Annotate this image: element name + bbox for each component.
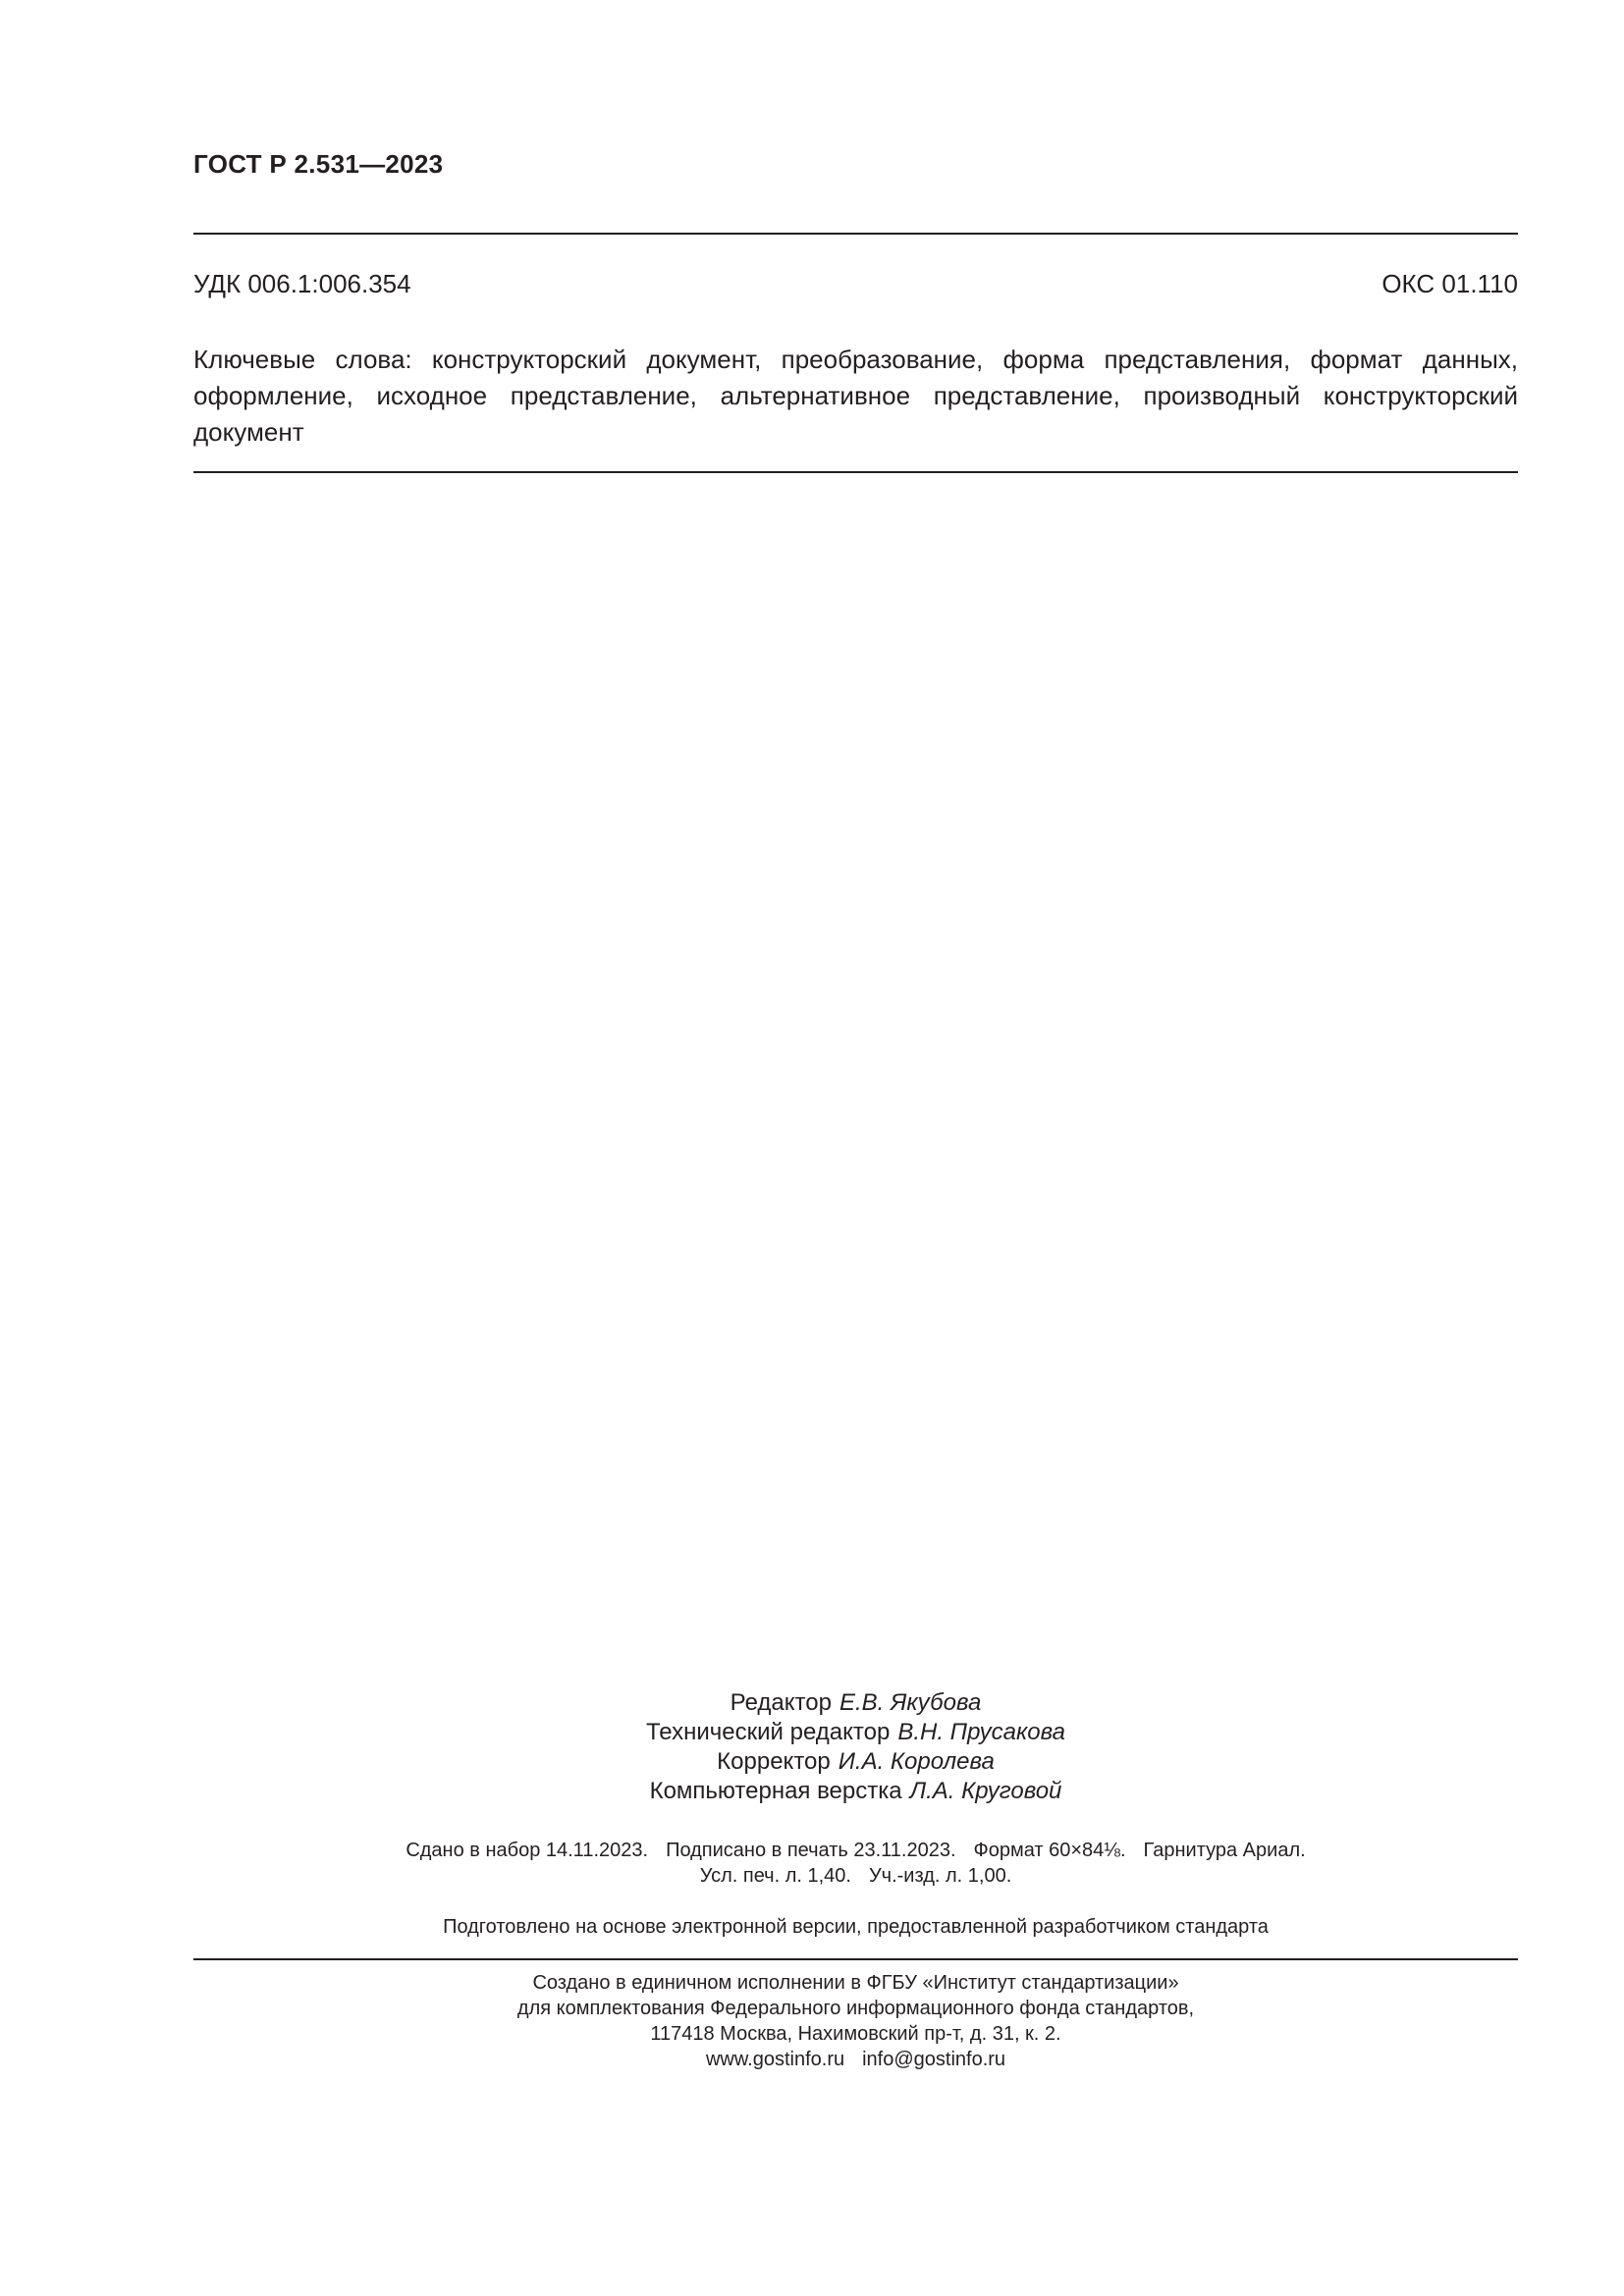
credit-person: Л.А. Круговой — [909, 1778, 1062, 1804]
standard-designation: ГОСТ Р 2.531—2023 — [193, 149, 444, 179]
footer-divider — [193, 1958, 1518, 1960]
print-info-submitted: Сдано в набор 14.11.2023. — [406, 1840, 649, 1861]
credit-line-editor — [193, 1688, 1518, 1718]
credit-role: Технический редактор — [645, 1719, 891, 1745]
print-info-signed: Подписано в печать 23.11.2023. — [666, 1840, 956, 1861]
print-info-line-1 — [193, 1838, 1518, 1863]
credit-line-proofreader — [193, 1747, 1518, 1777]
keywords-paragraph: Ключевые слова: конструкторский документ, преобразование, форма представления, формат данных, оформление, исходное представление, альтернативное представление, производный конструкторский документ — [193, 345, 1518, 447]
publisher-line-2: для комплектования Федерального информационного фонда стандартов, — [516, 1998, 1195, 2019]
credit-role: Корректор — [717, 1748, 831, 1775]
website-link[interactable]: www.gostinfo.ru — [705, 2049, 845, 2070]
prepared-note: Подготовлено на основе электронной версии, предоставленной разработчиком стандарта — [443, 1916, 1269, 1938]
credit-person: Е.В. Якубова — [839, 1689, 982, 1716]
credits-block — [193, 1688, 1518, 1806]
print-info-print-sheets: Усл. печ. л. 1,40. — [699, 1865, 851, 1887]
print-info-format: Формат 60×84⅛. — [973, 1840, 1126, 1861]
print-info-block — [193, 1838, 1518, 1889]
udk-code: УДК 006.1:006.354 — [193, 269, 411, 298]
publisher-address: 117418 Москва, Нахимовский пр-т, д. 31, к. 2. — [650, 2023, 1061, 2045]
credit-person: В.Н. Прусакова — [897, 1719, 1065, 1745]
publisher-line-1: Создано в единичном исполнении в ФГБУ «Институт стандартизации» — [532, 1972, 1179, 1994]
credit-role: Редактор — [730, 1689, 832, 1716]
print-info-publisher-sheets: Уч.-изд. л. 1,00. — [868, 1865, 1012, 1887]
email-link[interactable]: info@gostinfo.ru — [862, 2049, 1006, 2070]
credit-line-layout — [193, 1777, 1518, 1806]
credit-role: Компьютерная верстка — [649, 1778, 902, 1804]
top-divider — [193, 233, 1518, 235]
keywords-divider — [193, 471, 1518, 473]
credit-line-technical-editor — [193, 1718, 1518, 1747]
oks-code: ОКС 01.110 — [1381, 269, 1518, 298]
print-info-typeface: Гарнитура Ариал. — [1143, 1840, 1306, 1861]
publisher-links — [193, 2047, 1518, 2072]
publisher-block — [193, 1970, 1518, 2072]
credit-person: И.А. Королева — [838, 1748, 995, 1775]
print-info-line-2 — [193, 1863, 1518, 1889]
